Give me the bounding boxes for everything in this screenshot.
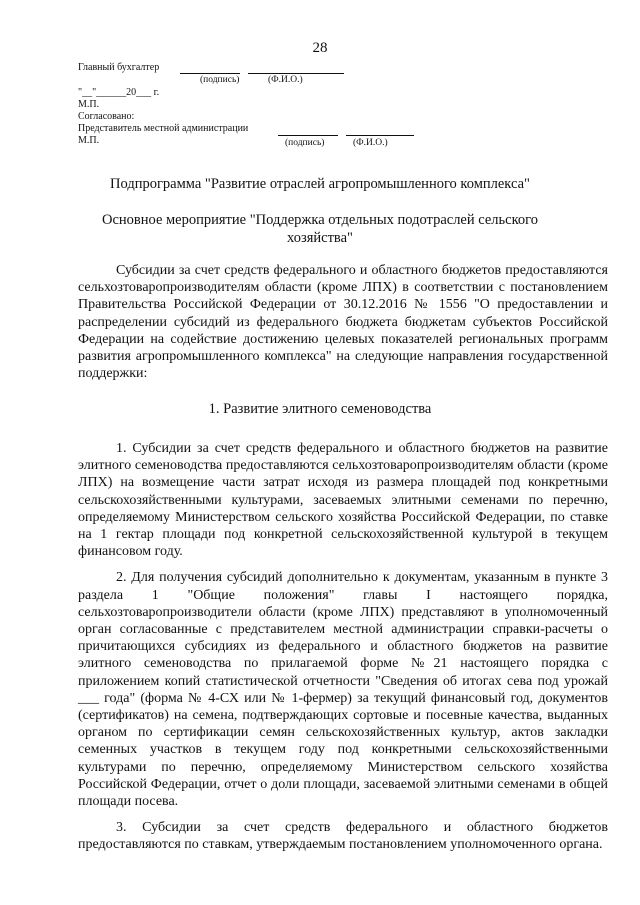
- representative-signature-line: [278, 135, 338, 136]
- paragraph-gap: [78, 560, 608, 569]
- section-title: 1. Развитие элитного семеноводства: [208, 401, 432, 417]
- name-caption: (Ф.И.О.): [268, 75, 303, 85]
- paragraph-2: 2. Для получения субсидий дополнительно к документам, указанным в пункте 3 раздела 1 "Общие положения" главы I настоящего порядка, сельхозтоваропроизводители области (кроме ЛПХ) представляют в уполномоченный орган согласованные с представителем местной администрации справки-расчеты о причитающихся субсидиях из федерального и областного бюджетов на развитие элитного семеноводства по прилагаемой форме №21 настоящего порядка с приложением копий статистической отчетности "Сведения об итогах сева под урожай ___ года" (форма № 4-СХ или № 1-фермер) за текущий финансовый год, документов (сертификатов) на семена, подтверждающих сортовые и посевные качества, выданных органом по сертификации семян сельскохозяйственных культур, актов закладки семенных участков в текущем году под конкретными сельскохозяйственными культурами по перечню, определяемому Министерством сельского хозяйства Российской Федерации, отчет о доли площади, засеваемой элитными семенами в общей площади посева.: [78, 570, 608, 810]
- signature-caption: (подпись): [200, 75, 240, 85]
- paragraph-1: 1. Субсидии за счет средств федерального и областного бюджетов на развитие элитного семеноводства предоставляются сельхозтоваропроизводителям области (кроме ЛПХ) на возмещение части затрат исходя из размера площадей под конкретными сельскохозяйственными культурами, засеваемых элитными семенами по перечню, определяемому Министерством сельского хозяйства Российской Федерации, по ставке на 1 гектар площади под конкретной сельскохозяйственной культурой в текущем финансовом году.: [78, 441, 608, 560]
- main-event-title-line-2: хозяйства": [287, 230, 353, 246]
- representative-label: Представитель местной администрации: [78, 123, 249, 134]
- main-event-title-line-1: Основное мероприятие "Поддержка отдельных подотраслей сельского: [102, 212, 538, 228]
- paragraph-3: 3. Субсидии за счет средств федерального и областного бюджетов предоставляются по ставкам, утверждаемым постановлением уполномоченного органа.: [78, 820, 608, 853]
- date-line: "__"______20___ г.: [78, 87, 160, 98]
- stamp-place-label-2: М.П.: [78, 135, 100, 146]
- representative-name-line: [346, 135, 414, 136]
- name-caption-2: (Ф.И.О.): [353, 138, 388, 148]
- agreed-label: Согласовано:: [78, 111, 135, 122]
- paragraph-gap: [78, 810, 608, 819]
- intro-text-block: [78, 262, 608, 382]
- section-text-block: [78, 440, 608, 854]
- chief-accountant-label: Главный бухгалтер: [78, 62, 160, 73]
- signature-caption-2: (подпись): [285, 138, 325, 148]
- stamp-place-label: М.П.: [78, 99, 100, 110]
- subprogram-title: Подпрограмма "Развитие отраслей агропромышленного комплекса": [110, 176, 530, 192]
- name-line: [248, 73, 344, 74]
- page-number: 28: [312, 40, 328, 56]
- signature-line: [180, 73, 240, 74]
- intro-paragraph: Субсидии за счет средств федерального и областного бюджетов предоставляются сельхозтоваропроизводителям области (кроме ЛПХ) в соответствии с постановлением Правительства Российской Федерации от 30.12.2016 № 1556 "О предоставлении и распределении субсидий из федерального бюджета бюджетам субъектов Российской Федерации на содействие достижению целевых показателей региональных программ развития агропромышленного комплекса" на следующие направления государственной поддержки:: [78, 263, 608, 382]
